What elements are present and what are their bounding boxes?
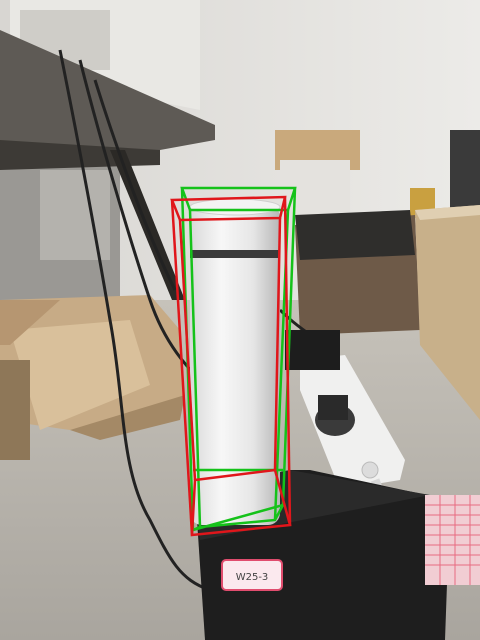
plug-head (318, 395, 348, 420)
left-box-side (0, 360, 30, 460)
socket (362, 462, 378, 478)
bottle-lid-seam (190, 250, 280, 258)
price-label-sheet (425, 495, 480, 585)
label-sticker-text: W25-3 (235, 572, 269, 583)
cabinet-panel (40, 170, 110, 260)
appliance-right (280, 160, 350, 220)
dark-bin (450, 130, 480, 215)
black-adapter (285, 330, 340, 370)
sofa-backrest (295, 210, 415, 260)
